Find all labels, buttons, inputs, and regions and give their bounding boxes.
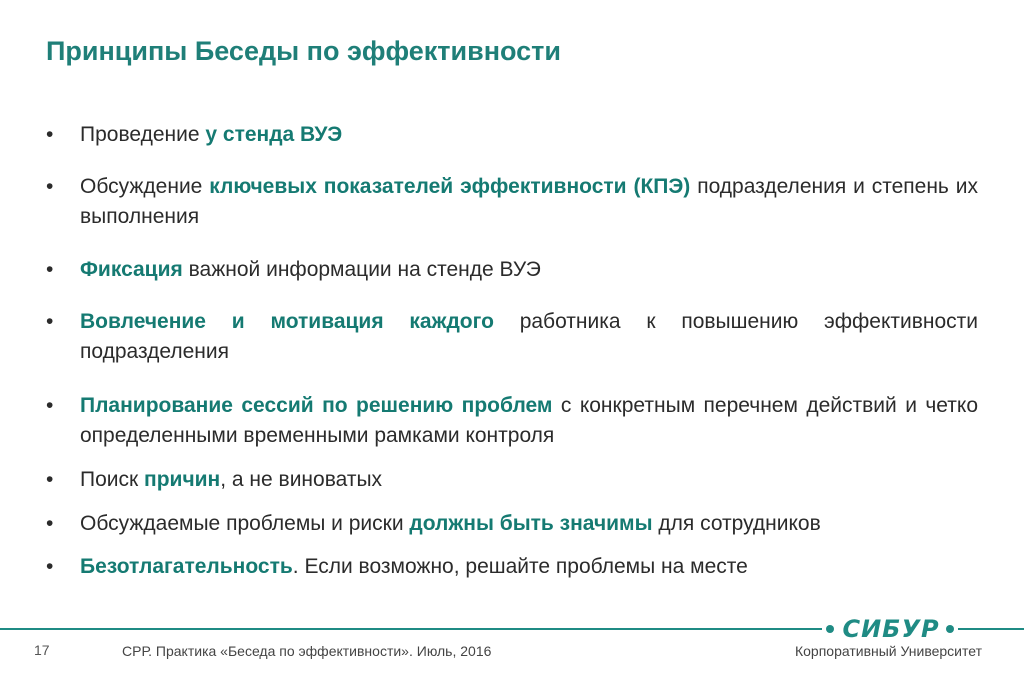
logo-dot-right [946,625,954,633]
page-number: 17 [34,642,50,658]
bullet-marker: • [46,468,54,491]
sibur-logo: СИБУР [842,615,940,643]
footer-divider-right [958,628,1024,630]
bullet-item [46,509,978,539]
bullet-text: Фиксация важной информации на стенде ВУЭ [80,258,541,281]
bullet-text: Проведение у стенда ВУЭ [80,123,343,146]
footer-caption: СРР. Практика «Беседа по эффективности». Июль, 2016 [122,643,492,659]
bullet-text: Вовлечение и мотивация каждого работника к повышению эффективности подразделения [80,310,979,363]
footer-university: Корпоративный Университет [794,643,982,659]
bullet-marker: • [46,555,54,578]
bullet-text: Безотлагательность. Если возможно, решайте проблемы на месте [80,555,748,578]
footer-divider [0,628,822,630]
bullet-item [46,172,978,232]
bullet-marker: • [46,123,54,146]
bullet-marker: • [46,258,54,281]
bullet-text: Обсуждение ключевых показателей эффективности (КПЭ) подразделения и степень их выполнения [80,175,978,228]
bullet-item [46,307,978,367]
bullet-text: Планирование сессий по решению проблем с конкретным перечнем действий и четко определенными временными рамками контроля [80,394,979,447]
bullet-item [46,120,978,150]
bullet-text: Обсуждаемые проблемы и риски должны быть значимы для сотрудников [80,512,821,535]
bullet-item [46,391,978,451]
bullet-item [46,465,978,495]
slide-title: Принципы Беседы по эффективности [46,36,562,66]
logo-dot-left [826,625,834,633]
bullet-marker: • [46,512,54,535]
bullet-marker: • [46,310,54,333]
bullet-marker: • [46,175,54,198]
bullet-item [46,255,978,285]
bullet-marker: • [46,394,54,417]
bullet-item [46,552,978,582]
bullet-text: Поиск причин, а не виноватых [80,468,383,491]
